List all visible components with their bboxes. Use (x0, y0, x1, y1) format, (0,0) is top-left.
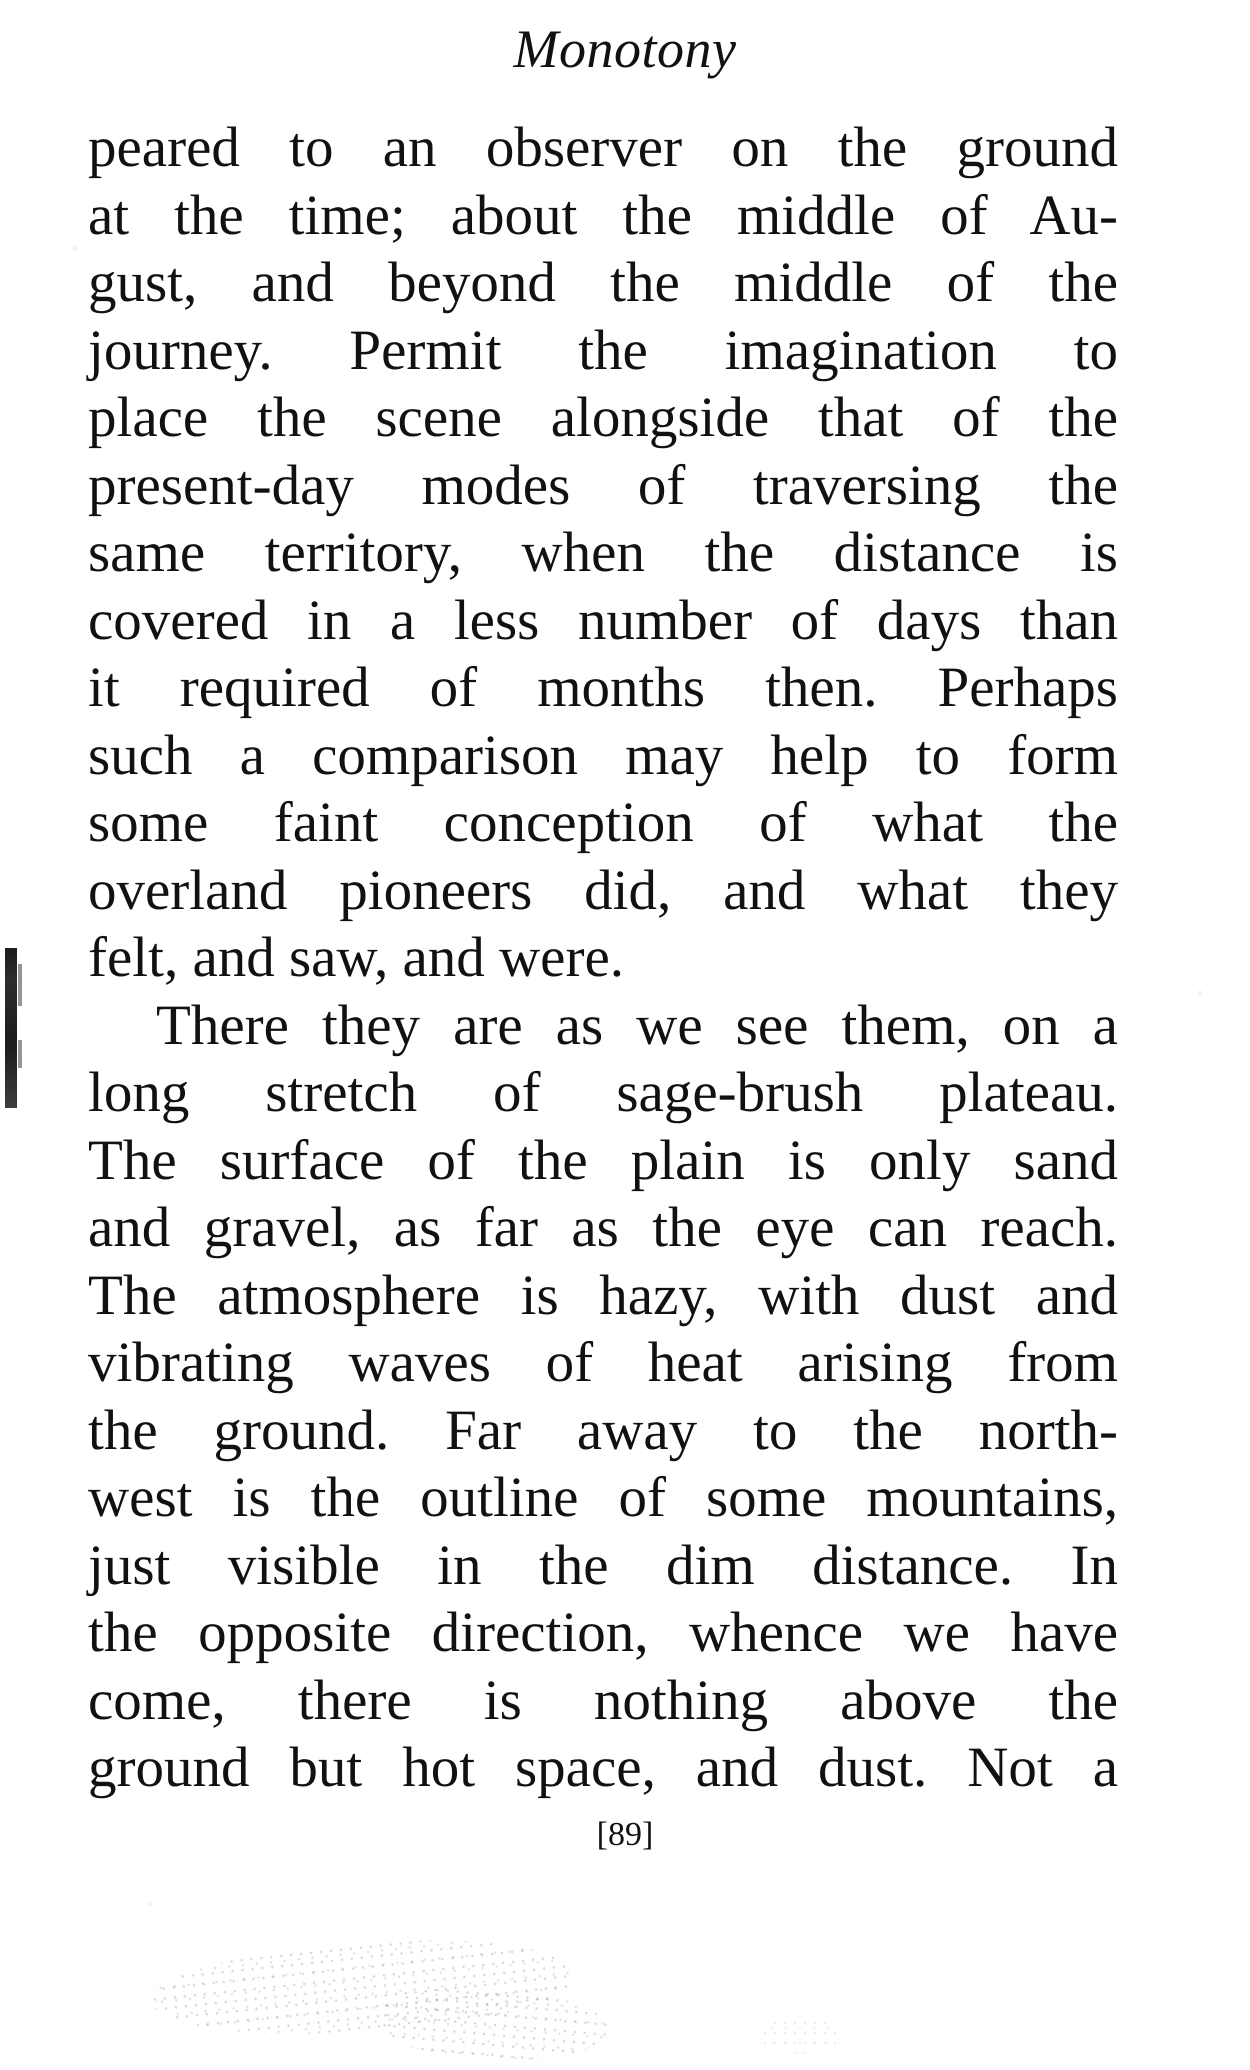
text-line: peared to an observer on the ground (88, 116, 1118, 179)
text-line: come, there is nothing above the (88, 1668, 1118, 1732)
scan-smudge (146, 1921, 573, 2054)
text-line: The atmosphere is hazy, with dust and (88, 1263, 1118, 1327)
text-line: vibrating waves of heat arising from (88, 1331, 1118, 1394)
text-line: the ground. Far away to the north- (88, 1398, 1118, 1462)
text-line: overland pioneers did, and what they (88, 858, 1118, 922)
text-line: and gravel, as far as the eye can reach. (88, 1196, 1118, 1259)
text-line: at the time; about the middle of Au- (88, 183, 1118, 247)
page-number: [89] (596, 1816, 654, 1853)
text-line: such a comparison may help to form (88, 723, 1118, 787)
text-line: journey. Permit the imagination to (88, 318, 1118, 382)
text-line: west is the outline of some mountains, (88, 1466, 1118, 1529)
text-line: covered in a less number of days than (88, 588, 1118, 652)
text-line: same territory, when the distance is (88, 521, 1118, 584)
scan-smudge (377, 1980, 612, 2070)
running-head: Monotony (513, 19, 737, 79)
text-line: long stretch of sage-brush plateau. (88, 1061, 1118, 1124)
text-line: The surface of the plain is only sand (88, 1128, 1118, 1192)
text-line: ground but hot space, and dust. Not a (88, 1736, 1118, 1799)
text-line: some faint conception of what the (88, 791, 1118, 854)
text-line: just visible in the dim distance. In (88, 1533, 1118, 1597)
scan-smudge (760, 2018, 840, 2054)
text-line: gust, and beyond the middle of the (88, 251, 1118, 314)
body-text (88, 114, 1118, 1802)
paragraph-end-line: felt, and saw, and were. (88, 926, 624, 989)
text-line: it required of months then. Perhaps (88, 656, 1118, 719)
margin-mark (5, 948, 17, 1108)
text-line: the opposite direction, whence we have (88, 1601, 1118, 1664)
text-line: place the scene alongside that of the (88, 386, 1118, 449)
text-line: present-day modes of traversing the (88, 453, 1118, 517)
paragraph-start-line: There they are as we see them, on a (156, 993, 1118, 1057)
